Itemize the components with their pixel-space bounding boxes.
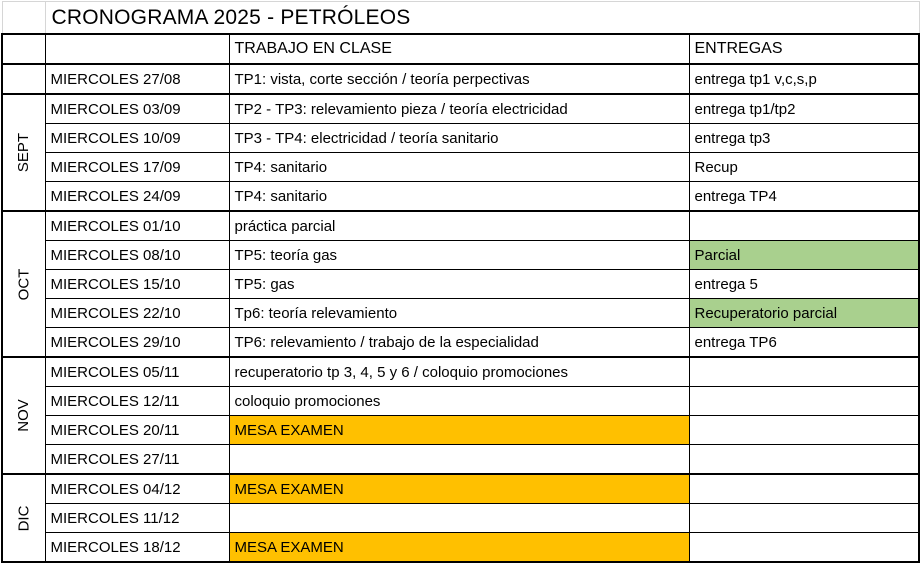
month-label: DIC bbox=[15, 505, 33, 531]
date-cell: MIERCOLES 12/11 bbox=[45, 387, 229, 416]
table-row bbox=[2, 387, 919, 416]
trabajo-cell: TP4: sanitario bbox=[229, 153, 689, 182]
date-cell: MIERCOLES 10/09 bbox=[45, 124, 229, 153]
table-row bbox=[2, 504, 919, 533]
table-row bbox=[2, 445, 919, 475]
table-row bbox=[2, 153, 919, 182]
date-cell: MIERCOLES 17/09 bbox=[45, 153, 229, 182]
date-cell: MIERCOLES 27/08 bbox=[45, 64, 229, 94]
entrega-cell bbox=[689, 474, 919, 504]
entrega-cell bbox=[689, 504, 919, 533]
header-month-empty bbox=[2, 34, 45, 64]
trabajo-cell: TP5: gas bbox=[229, 270, 689, 299]
table-row bbox=[2, 474, 919, 504]
entrega-cell: entrega TP4 bbox=[689, 182, 919, 212]
date-cell: MIERCOLES 24/09 bbox=[45, 182, 229, 212]
schedule-body bbox=[2, 64, 919, 562]
date-cell: MIERCOLES 11/12 bbox=[45, 504, 229, 533]
entrega-cell: entrega tp1/tp2 bbox=[689, 94, 919, 124]
table-row bbox=[2, 211, 919, 241]
month-cell-sept bbox=[2, 94, 45, 211]
column-header-entregas: ENTREGAS bbox=[689, 34, 919, 64]
table-row bbox=[2, 124, 919, 153]
column-header-trabajo: TRABAJO EN CLASE bbox=[229, 34, 689, 64]
trabajo-cell: coloquio promociones bbox=[229, 387, 689, 416]
date-cell: MIERCOLES 01/10 bbox=[45, 211, 229, 241]
entrega-cell bbox=[689, 357, 919, 387]
date-cell: MIERCOLES 04/12 bbox=[45, 474, 229, 504]
trabajo-cell bbox=[229, 445, 689, 475]
schedule-head bbox=[2, 2, 919, 65]
trabajo-cell: MESA EXAMEN bbox=[229, 416, 689, 445]
table-row bbox=[2, 94, 919, 124]
trabajo-cell: recuperatorio tp 3, 4, 5 y 6 / coloquio promociones bbox=[229, 357, 689, 387]
table-row bbox=[2, 328, 919, 358]
trabajo-cell: TP3 - TP4: electricidad / teoría sanitario bbox=[229, 124, 689, 153]
schedule-table bbox=[1, 1, 920, 563]
table-row bbox=[2, 270, 919, 299]
table-row bbox=[2, 64, 919, 94]
title-row bbox=[2, 2, 919, 35]
entrega-cell: entrega tp1 v,c,s,p bbox=[689, 64, 919, 94]
date-cell: MIERCOLES 27/11 bbox=[45, 445, 229, 475]
month-cell-nov bbox=[2, 357, 45, 474]
trabajo-cell: TP1: vista, corte sección / teoría perpectivas bbox=[229, 64, 689, 94]
entrega-cell bbox=[689, 416, 919, 445]
month-label: OCT bbox=[15, 268, 33, 300]
table-row bbox=[2, 416, 919, 445]
month-label: SEPT bbox=[15, 132, 33, 173]
entrega-cell bbox=[689, 445, 919, 475]
header-row bbox=[2, 34, 919, 64]
trabajo-cell: Tp6: teoría relevamiento bbox=[229, 299, 689, 328]
entrega-cell: entrega TP6 bbox=[689, 328, 919, 358]
entrega-cell bbox=[689, 533, 919, 563]
table-row bbox=[2, 241, 919, 270]
date-cell: MIERCOLES 20/11 bbox=[45, 416, 229, 445]
header-date-empty bbox=[45, 34, 229, 64]
month-cell-dic bbox=[2, 474, 45, 562]
trabajo-cell: TP5: teoría gas bbox=[229, 241, 689, 270]
trabajo-cell bbox=[229, 504, 689, 533]
entrega-cell: Recuperatorio parcial bbox=[689, 299, 919, 328]
trabajo-cell: TP2 - TP3: relevamiento pieza / teoría electricidad bbox=[229, 94, 689, 124]
table-row bbox=[2, 182, 919, 212]
trabajo-cell: práctica parcial bbox=[229, 211, 689, 241]
date-cell: MIERCOLES 15/10 bbox=[45, 270, 229, 299]
month-cell-empty bbox=[2, 64, 45, 94]
date-cell: MIERCOLES 03/09 bbox=[45, 94, 229, 124]
entrega-cell: entrega tp3 bbox=[689, 124, 919, 153]
table-row bbox=[2, 533, 919, 563]
date-cell: MIERCOLES 29/10 bbox=[45, 328, 229, 358]
page-title: CRONOGRAMA 2025 - PETRÓLEOS bbox=[45, 2, 919, 35]
trabajo-cell: MESA EXAMEN bbox=[229, 533, 689, 563]
table-row bbox=[2, 357, 919, 387]
entrega-cell: entrega 5 bbox=[689, 270, 919, 299]
trabajo-cell: TP4: sanitario bbox=[229, 182, 689, 212]
entrega-cell bbox=[689, 387, 919, 416]
date-cell: MIERCOLES 08/10 bbox=[45, 241, 229, 270]
entrega-cell: Parcial bbox=[689, 241, 919, 270]
entrega-cell: Recup bbox=[689, 153, 919, 182]
month-label: NOV bbox=[15, 399, 33, 432]
entrega-cell bbox=[689, 211, 919, 241]
month-cell-oct bbox=[2, 211, 45, 357]
date-cell: MIERCOLES 22/10 bbox=[45, 299, 229, 328]
corner-cell bbox=[2, 2, 45, 35]
table-row bbox=[2, 299, 919, 328]
date-cell: MIERCOLES 18/12 bbox=[45, 533, 229, 563]
trabajo-cell: MESA EXAMEN bbox=[229, 474, 689, 504]
date-cell: MIERCOLES 05/11 bbox=[45, 357, 229, 387]
trabajo-cell: TP6: relevamiento / trabajo de la especialidad bbox=[229, 328, 689, 358]
